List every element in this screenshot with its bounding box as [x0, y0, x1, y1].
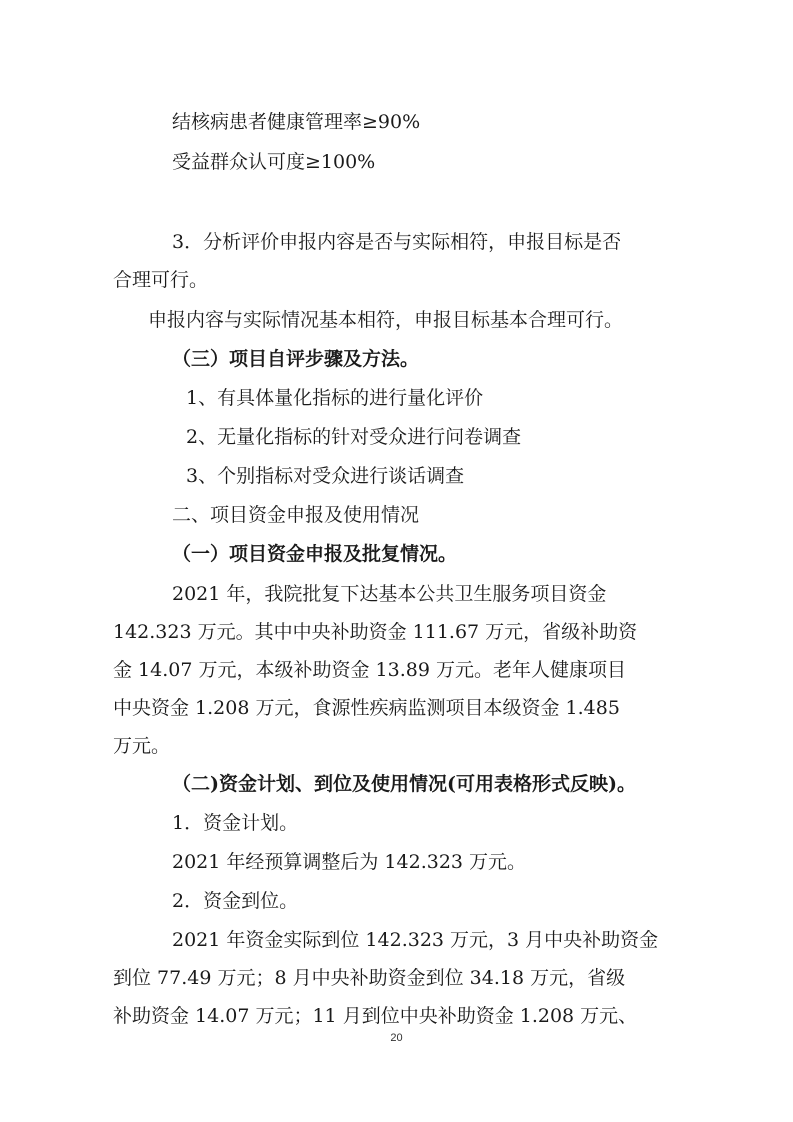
text-line: 1．资金计划。 — [172, 812, 299, 834]
list-item: 3、个别指标对受众进行谈话调查 — [186, 465, 465, 487]
text-line: 2021 年经预算调整后为 142.323 万元。 — [172, 851, 527, 873]
text-line: 受益群众认可度≥100% — [172, 151, 376, 173]
text-line: 补助资金 14.07 万元；11 月到位中央补助资金 1.208 万元、 — [113, 1005, 638, 1027]
text-line: 合理可行。 — [113, 269, 209, 291]
subsection-heading: （二)资金计划、到位及使用情况(可用表格形式反映)。 — [172, 773, 636, 795]
page-number: 20 — [390, 1032, 403, 1044]
text-line: 3．分析评价申报内容是否与实际相符，申报目标是否 — [172, 231, 622, 253]
subsection-heading: （一）项目资金申报及批复情况。 — [172, 543, 458, 565]
list-item: 2、无量化指标的针对受众进行问卷调查 — [186, 426, 522, 448]
text-line: 金 14.07 万元，本级补助资金 13.89 万元。老年人健康项目 — [113, 659, 626, 681]
text-line: 结核病患者健康管理率≥90% — [172, 111, 421, 133]
text-line: 中央资金 1.208 万元，食源性疾病监测项目本级资金 1.485 — [113, 697, 620, 719]
section-heading: （三）项目自评步骤及方法。 — [172, 348, 420, 370]
list-item: 1、有具体量化指标的进行量化评价 — [186, 387, 484, 409]
text-line: 2．资金到位。 — [172, 890, 299, 912]
text-line: 2021 年资金实际到位 142.323 万元，3 月中央补助资金 — [172, 929, 659, 951]
text-line: 申报内容与实际情况基本相符，申报目标基本合理可行。 — [148, 309, 624, 331]
section-heading: 二、项目资金申报及使用情况 — [172, 504, 420, 526]
text-line: 142.323 万元。其中中央补助资金 111.67 万元，省级补助资 — [113, 621, 638, 643]
text-line: 万元。 — [113, 735, 171, 757]
text-line: 2021 年，我院批复下达基本公共卫生服务项目资金 — [172, 583, 607, 605]
text-line: 到位 77.49 万元；8 月中央补助资金到位 34.18 万元，省级 — [113, 967, 626, 989]
